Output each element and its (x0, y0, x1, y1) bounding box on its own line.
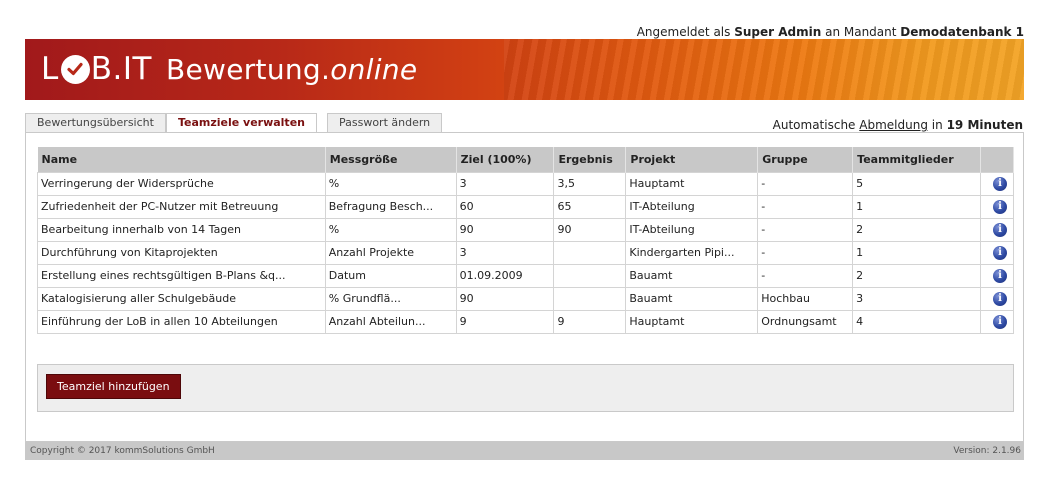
cell-projekt: Hauptamt (626, 172, 758, 195)
info-icon[interactable]: i (993, 177, 1007, 191)
cell-gruppe: - (758, 218, 853, 241)
table-row[interactable] (38, 287, 1014, 310)
cell-gruppe: - (758, 172, 853, 195)
column-header-actions (981, 147, 1014, 172)
login-mandant: Demodatenbank 1 (900, 25, 1024, 39)
checkmark-icon (61, 55, 90, 84)
column-header-ziel[interactable]: Ziel (100%) (456, 147, 554, 172)
tab-passwort-aendern[interactable]: Passwort ändern (327, 113, 442, 132)
content-panel (25, 132, 1024, 442)
cell-messgroesse: % Grundflä... (325, 287, 456, 310)
copyright-text: Copyright © 2017 kommSolutions GmbH (30, 446, 215, 456)
cell-actions (981, 218, 1014, 241)
login-prefix: Angemeldet als (636, 25, 731, 39)
action-bar (37, 364, 1014, 412)
cell-projekt: IT-Abteilung (626, 195, 758, 218)
login-status (637, 25, 1024, 39)
header-row (38, 147, 1014, 172)
logo-letter-l: L (41, 51, 59, 87)
cell-projekt: Bauamt (626, 287, 758, 310)
cell-gruppe: - (758, 195, 853, 218)
logout-link[interactable]: Abmeldung (859, 118, 928, 132)
logout-countdown: 19 Minuten (946, 118, 1023, 132)
cell-messgroesse: % (325, 172, 456, 195)
cell-ergebnis: 65 (554, 195, 626, 218)
table-row[interactable] (38, 241, 1014, 264)
cell-teammitglieder: 1 (853, 241, 981, 264)
tab-teamziele-verwalten[interactable]: Teamziele verwalten (166, 113, 317, 133)
table-row[interactable] (38, 172, 1014, 195)
cell-teammitglieder: 1 (853, 195, 981, 218)
login-mid: an Mandant (825, 25, 897, 39)
cell-messgroesse: Anzahl Projekte (325, 241, 456, 264)
cell-name: Durchführung von Kitaprojekten (38, 241, 326, 264)
info-icon[interactable]: i (993, 315, 1007, 329)
table-row[interactable] (38, 195, 1014, 218)
cell-gruppe: - (758, 241, 853, 264)
info-icon[interactable]: i (993, 269, 1007, 283)
cell-ziel: 3 (456, 241, 554, 264)
info-icon[interactable]: i (993, 223, 1007, 237)
column-header-messgroesse[interactable]: Messgröße (325, 147, 456, 172)
info-icon[interactable]: i (993, 200, 1007, 214)
header-banner (25, 39, 1024, 100)
app-logo (41, 51, 417, 87)
column-header-gruppe[interactable]: Gruppe (758, 147, 853, 172)
logo-text-bit: B.IT (90, 51, 152, 87)
footer (25, 442, 1024, 460)
table-row[interactable] (38, 264, 1014, 287)
cell-messgroesse: Anzahl Abteilun... (325, 310, 456, 333)
cell-teammitglieder: 2 (853, 218, 981, 241)
info-icon[interactable]: i (993, 292, 1007, 306)
cell-messgroesse: % (325, 218, 456, 241)
version-text: Version: 2.1.96 (953, 446, 1021, 456)
cell-teammitglieder: 5 (853, 172, 981, 195)
cell-ergebnis: 90 (554, 218, 626, 241)
cell-ergebnis: 9 (554, 310, 626, 333)
cell-ergebnis (554, 287, 626, 310)
cell-ziel: 90 (456, 287, 554, 310)
table-header (38, 147, 1014, 172)
cell-teammitglieder: 4 (853, 310, 981, 333)
cell-actions (981, 310, 1014, 333)
cell-ziel: 9 (456, 310, 554, 333)
cell-teammitglieder: 2 (853, 264, 981, 287)
cell-projekt: Hauptamt (626, 310, 758, 333)
auto-logout-prefix: Automatische (772, 118, 856, 132)
cell-actions (981, 287, 1014, 310)
cell-projekt: Kindergarten Pipi... (626, 241, 758, 264)
cell-ziel: 90 (456, 218, 554, 241)
cell-actions (981, 195, 1014, 218)
auto-logout-mid: in (931, 118, 943, 132)
tab-bar (25, 113, 442, 132)
table-row[interactable] (38, 310, 1014, 333)
auto-logout-notice (773, 118, 1023, 132)
banner-decoration (504, 39, 1024, 100)
product-name (166, 53, 417, 86)
cell-ergebnis (554, 264, 626, 287)
login-user: Super Admin (734, 25, 822, 39)
cell-ziel: 60 (456, 195, 554, 218)
cell-name: Einführung der LoB in allen 10 Abteilungen (38, 310, 326, 333)
teamziele-table (37, 147, 1014, 334)
cell-teammitglieder: 3 (853, 287, 981, 310)
cell-actions (981, 264, 1014, 287)
table-row[interactable] (38, 218, 1014, 241)
column-header-ergebnis[interactable]: Ergebnis (554, 147, 626, 172)
cell-ergebnis: 3,5 (554, 172, 626, 195)
cell-gruppe: Hochbau (758, 287, 853, 310)
cell-gruppe: Ordnungsamt (758, 310, 853, 333)
column-header-teammitglieder[interactable]: Teammitglieder (853, 147, 981, 172)
cell-name: Bearbeitung innerhalb von 14 Tagen (38, 218, 326, 241)
cell-name: Katalogisierung aller Schulgebäude (38, 287, 326, 310)
cell-name: Verringerung der Widersprüche (38, 172, 326, 195)
cell-name: Zufriedenheit der PC-Nutzer mit Betreuung (38, 195, 326, 218)
cell-messgroesse: Befragung Besch... (325, 195, 456, 218)
column-header-name[interactable]: Name (38, 147, 326, 172)
cell-messgroesse: Datum (325, 264, 456, 287)
cell-ziel: 01.09.2009 (456, 264, 554, 287)
cell-ziel: 3 (456, 172, 554, 195)
product-name-main: Bewertung. (165, 52, 331, 86)
cell-name: Erstellung eines rechtsgültigen B-Plans &q... (38, 264, 326, 287)
cell-gruppe: - (758, 264, 853, 287)
product-name-italic: online (330, 52, 418, 86)
add-teamziel-button[interactable]: Teamziel hinzufügen (46, 374, 181, 399)
cell-projekt: IT-Abteilung (626, 218, 758, 241)
info-icon[interactable]: i (993, 246, 1007, 260)
tab-bewertungsuebersicht[interactable]: Bewertungsübersicht (25, 113, 166, 132)
column-header-projekt[interactable]: Projekt (626, 147, 758, 172)
cell-actions (981, 241, 1014, 264)
cell-actions (981, 172, 1014, 195)
cell-projekt: Bauamt (626, 264, 758, 287)
cell-ergebnis (554, 241, 626, 264)
